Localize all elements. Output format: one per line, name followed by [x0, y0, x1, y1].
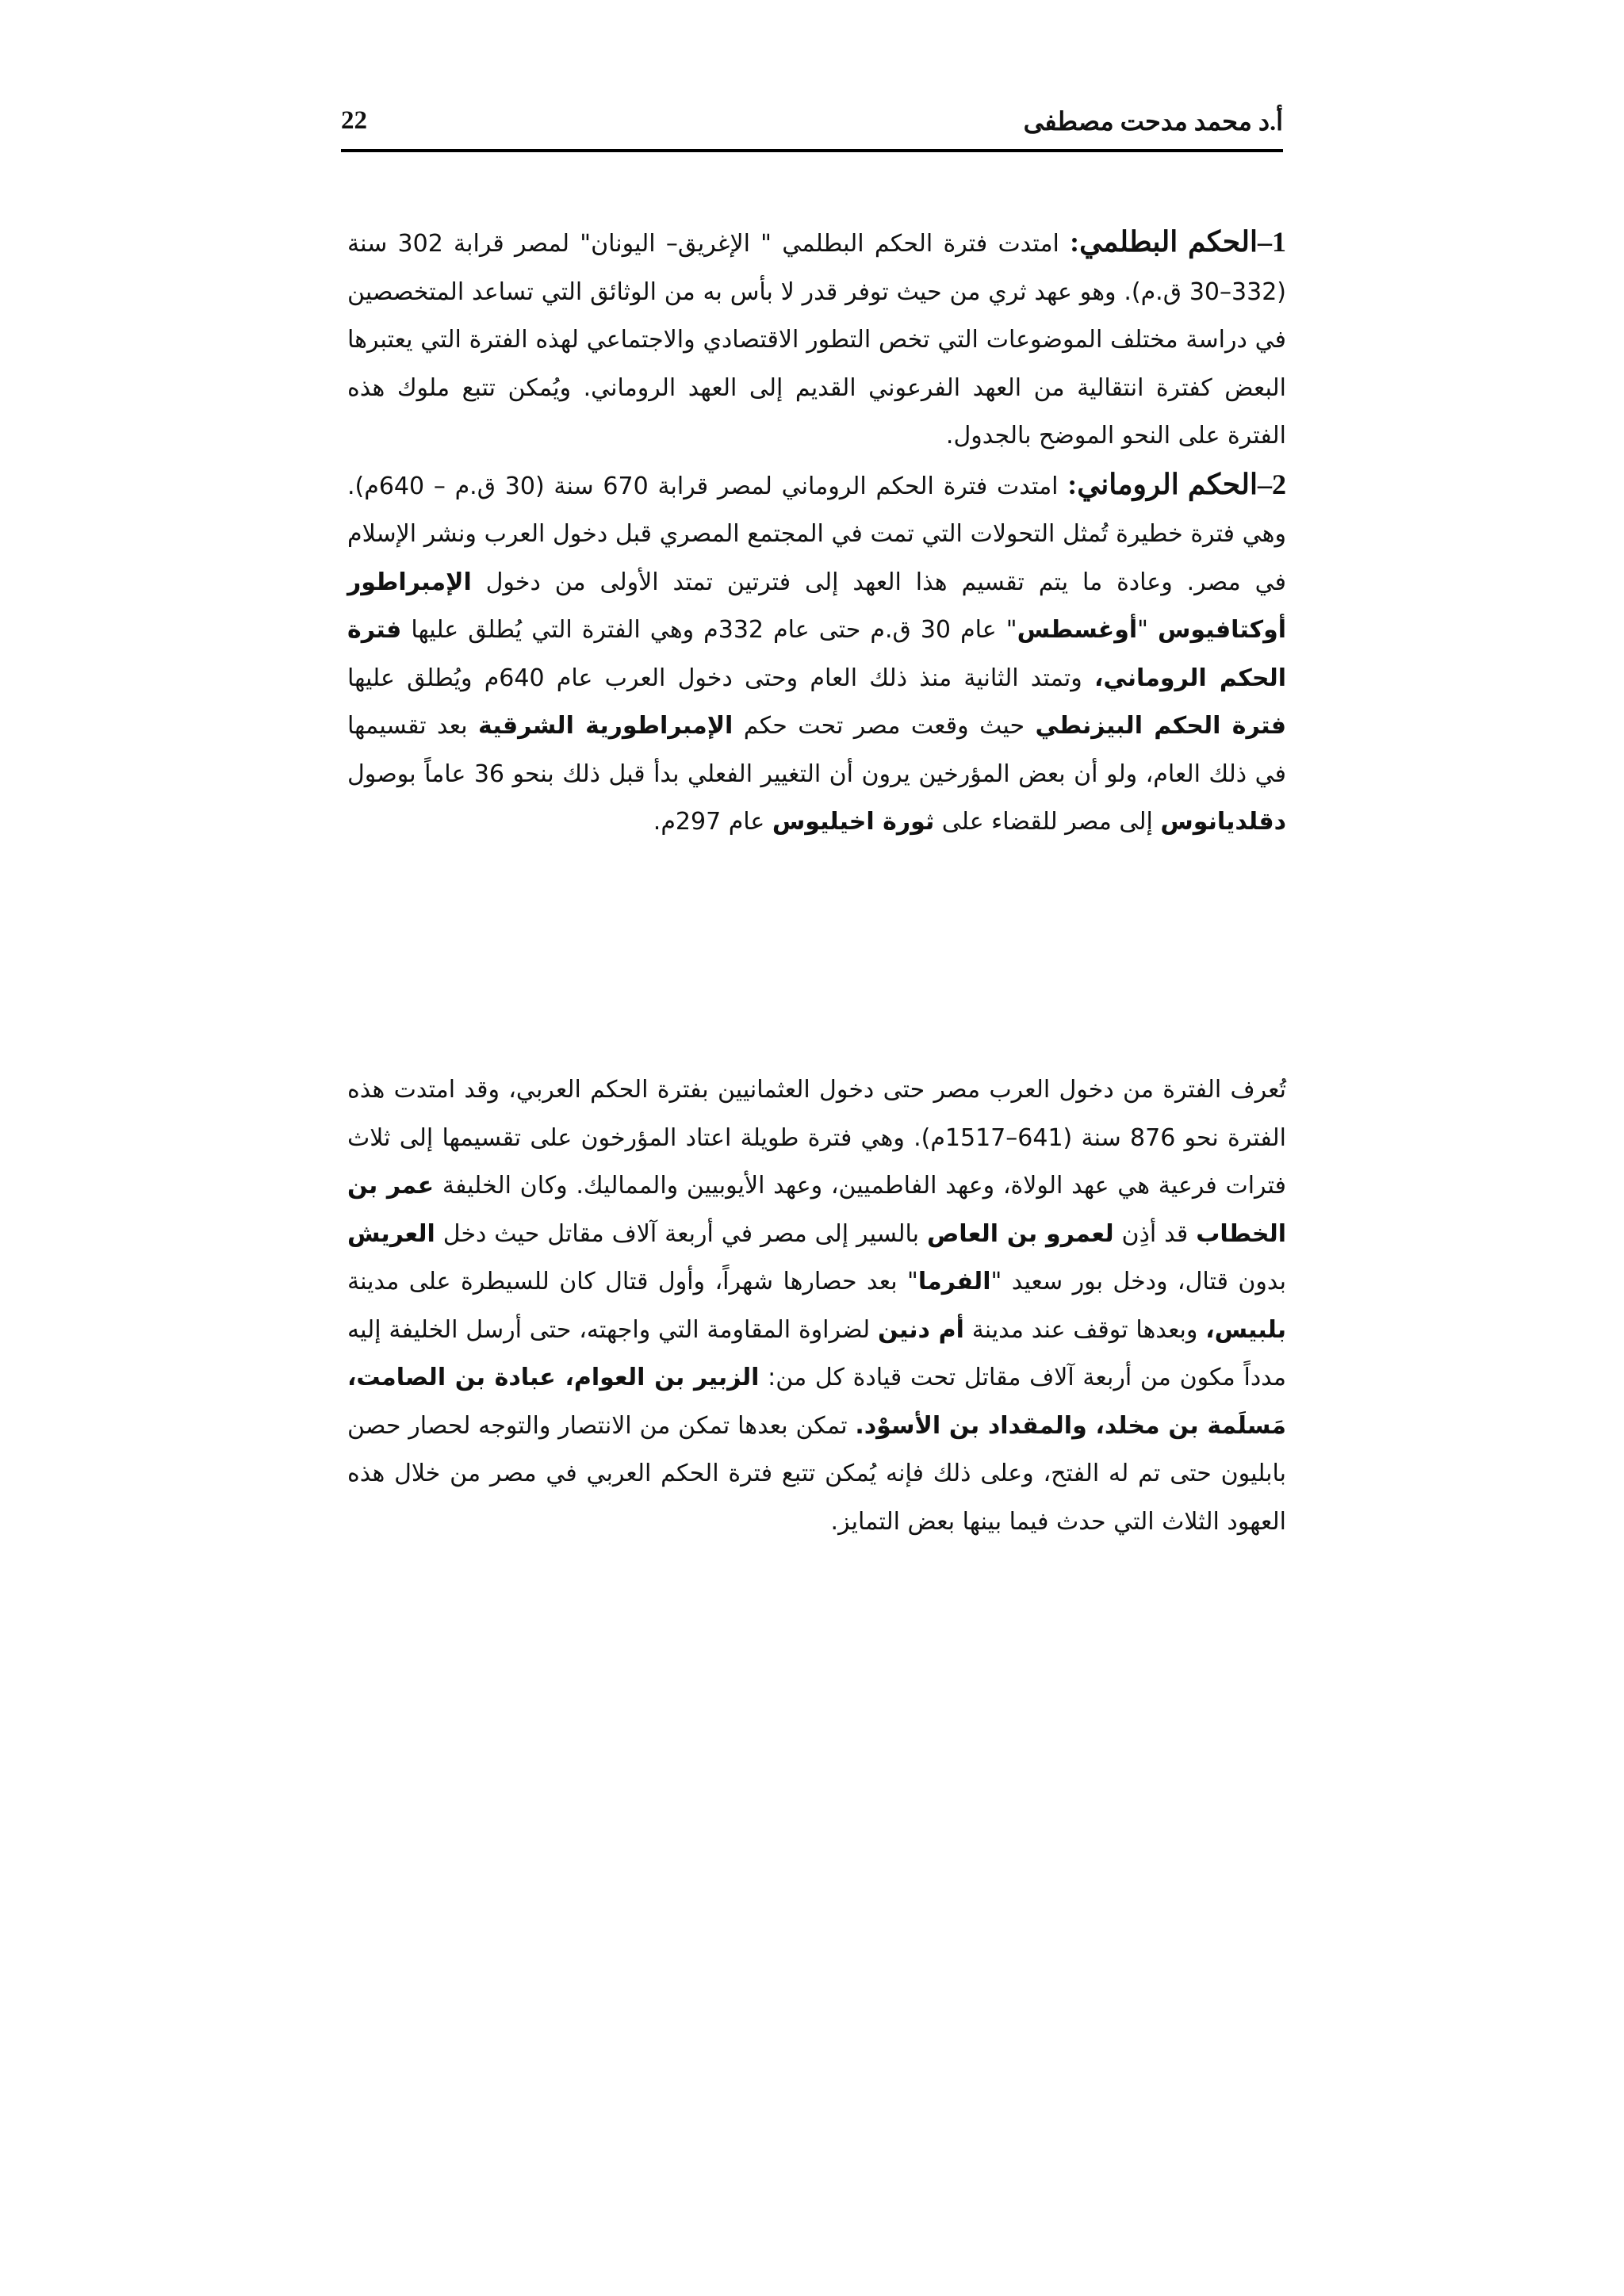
heading-ptolemaic-rule: 1–الحكم البطلمي: — [1070, 226, 1286, 258]
bold-term: فترة الحكم الروماني، — [347, 616, 1286, 692]
paragraph-text: امتدت فترة الحكم البطلمي " الإغريق– اليونان" لمصر قرابة 302 سنة (332–30 ق.م). وهو عهد ثري من حيث توفر قدر لا بأس به من الوثائق التي تساعد المتخصصين في دراسة مختلف الموضوعات التي تخص التطور الاقتصادي والاجتماعي لهذه الفترة التي يعتبرها البعض كفترة انتقالية من العهد الفرعوني القديم إلى العهد الروماني. ويُمكن تتبع ملوك هذه الفترة على النحو الموضح بالجدول. — [347, 230, 1286, 450]
paragraph-text: عام 297م. — [653, 808, 772, 836]
paragraph-text: " بعد حصارها شهراً، وأول قتال كان للسيطرة على مدينة — [347, 1268, 918, 1295]
paragraph-text: لضراوة المقاومة التي واجهته، حتى أرسل الخليفة إليه مدداً مكون من أربعة آلاف مقاتل تحت قيادة كل من: — [347, 1315, 1286, 1391]
paragraph-text: بدون قتال، ودخل بور سعيد " — [990, 1268, 1286, 1295]
paragraph-text: " — [1137, 616, 1159, 644]
page-number: 22 — [341, 106, 367, 135]
text-block-bottom — [347, 1066, 1286, 1546]
paragraph-text: قد أذِن — [1113, 1219, 1197, 1248]
paragraph-text: وبعدها توقف عند مدينة — [963, 1315, 1206, 1344]
bold-term: ثورة اخيليوس — [772, 808, 935, 836]
paragraph-ptolemaic-rule — [347, 218, 1286, 461]
heading-roman-rule: 2–الحكم الروماني: — [1067, 468, 1286, 500]
header-rule — [341, 149, 1283, 152]
paragraph-text: تمكن بعدها تمكن من الانتصار والتوجه لحصار حصن بابليون حتى تم له الفتح، وعلى ذلك فإنه يُمكن تتبع فترة الحكم العربي في مصر من خلال هذه العهود الثلاث التي حدث فيما بينها بعض التمايز. — [347, 1411, 1286, 1536]
bold-term: عمر بن الخطاب — [347, 1172, 1287, 1248]
paragraph-text: وتمتد الثانية منذ ذلك العام وحتى دخول العرب عام 640م ويُطلق عليها — [347, 664, 1094, 692]
bold-term: العريش — [347, 1219, 435, 1248]
bold-term: بلبيس، — [1205, 1315, 1286, 1344]
paragraph-arab-rule — [347, 1066, 1286, 1546]
paragraph-text: تُعرف الفترة من دخول العرب مصر حتى دخول العثمانيين بفترة الحكم العربي، وقد امتدت هذه الفترة نحو 876 سنة (641–1517م). وهي فترة طويلة اعتاد المؤرخون على تقسيمها إلى ثلاث فترات فرعية هي عهد الولاة، وعهد الفاطميين، وعهد الأيوبيين والمماليك. وكان الخليفة — [347, 1076, 1286, 1200]
bold-term: الإمبراطور أوكتافيوس — [347, 568, 1286, 644]
bold-term: دقلديانوس — [1160, 808, 1286, 836]
paragraph-text: بعد تقسيمها في ذلك العام، ولو أن بعض المؤرخين يرون أن التغيير الفعلي بدأ قبل ذلك بنحو 36 عاماً بوصول — [347, 712, 1286, 788]
text-block-top — [347, 218, 1286, 847]
bold-term: أم دنين — [878, 1315, 964, 1344]
paragraph-text: " عام 30 ق.م حتى عام 332م وهي الفترة التي يُطلق عليها — [401, 616, 1017, 644]
paragraph-text: حيث وقعت مصر تحت حكم — [733, 712, 1036, 740]
page-header — [341, 103, 1283, 147]
bold-term: أوغسطس — [1017, 616, 1138, 644]
bold-term: الفرما — [917, 1268, 991, 1295]
paragraph-text: امتدت فترة الحكم الروماني لمصر قرابة 670 سنة (30 ق.م – 640م). وهي فترة خطيرة تُمثل التحولات التي تمت في المجتمع المصري قبل دخول العرب ونشر الإسلام في مصر. وعادة ما يتم تقسيم هذا العهد إلى فترتين تمتد الأولى من دخول — [347, 472, 1286, 596]
running-head-author: أ.د محمد مدحت مصطفى — [1023, 107, 1283, 136]
paragraph-roman-rule — [347, 461, 1286, 847]
bold-term: الإمبراطورية الشرقية — [478, 712, 733, 740]
paragraph-text: إلى مصر للقضاء على — [934, 808, 1161, 836]
paragraph-text: بالسير إلى مصر في أربعة آلاف مقاتل حيث دخل — [435, 1219, 927, 1248]
bold-term: فترة الحكم البيزنطي — [1035, 712, 1286, 740]
bold-term: لعمرو بن العاص — [926, 1219, 1114, 1248]
bold-term: الزبير بن العوام، عبادة بن الصامت، مَسلَمة بن مخلد، والمقداد بن الأسوْد. — [347, 1364, 1286, 1440]
